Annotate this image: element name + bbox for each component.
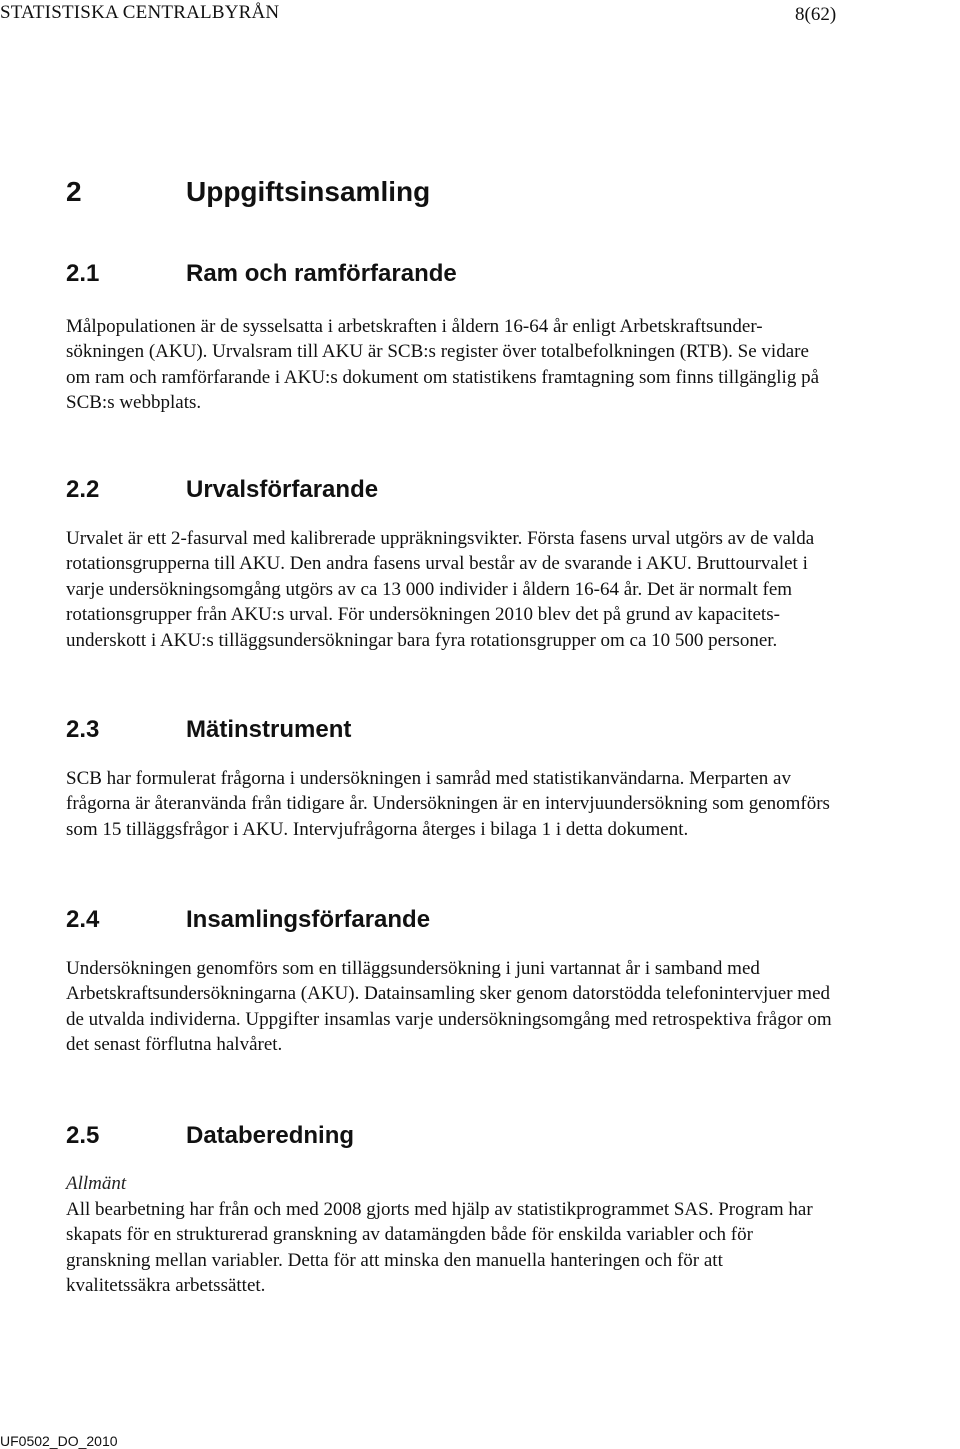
body-line: sökningen (AKU). Urvalsram till AKU är SCB:s register över totalbefolkningen (RTB). Se vidare [66, 341, 809, 363]
section-number: 2.3 [66, 716, 100, 743]
section-number: 2.5 [66, 1122, 100, 1149]
body-line: kvalitetssäkra arbetssättet. [66, 1275, 266, 1297]
body-line: de utvalda individerna. Uppgifter insamlas varje undersökningsomgång med retrospektiva frågor om [66, 1008, 832, 1030]
section-title: Urvalsförfarande [186, 476, 379, 503]
section-heading-2-1 [66, 260, 457, 288]
body-line: All bearbetning har från och med 2008 gjorts med hjälp av statistikprogrammet SAS. Program har [66, 1199, 813, 1220]
section-body-2-3 [66, 766, 946, 842]
body-line: Urvalet är ett 2-fasurval med kalibrerade uppräkningsvikter. Första fasens urval utgörs av de valda [66, 528, 815, 549]
body-line: SCB:s webbplats. [66, 392, 202, 414]
body-line: frågorna är återanvända från tidigare år. Undersökningen är en intervjuundersökning som genomförs [66, 793, 830, 815]
section-body-2-4 [66, 956, 946, 1058]
body-line: underskott i AKU:s tilläggsundersökningar bara fyra rotationsgrupper om ca 10 500 personer. [66, 629, 778, 651]
body-line: som 15 tilläggsfrågor i AKU. Intervjufrågorna återges i bilaga 1 i detta dokument. [66, 818, 689, 840]
body-line: rotationsgrupperna till AKU. Den andra fasens urval består av de svarande i AKU. Bruttourvalet i [66, 553, 808, 575]
chapter-title: Uppgiftsinsamling [186, 176, 431, 207]
body-line: Undersökningen genomförs som en tilläggsundersökning i juni vartannat år i samband med [66, 958, 760, 979]
body-line: Målpopulationen är de sysselsatta i arbetskraften i åldern 16-64 år enligt Arbetskraftsunder- [66, 316, 763, 337]
section-heading-2-2 [66, 476, 378, 504]
footer-document-id: UF0502_DO_2010 [0, 1433, 118, 1449]
section-title: Mätinstrument [186, 716, 352, 743]
section-number: 2.2 [66, 476, 100, 503]
section-heading-2-3 [66, 716, 351, 744]
section-title: Ram och ramförfarande [186, 260, 457, 287]
section-body-2-1 [66, 314, 946, 416]
chapter-number: 2 [66, 176, 82, 207]
body-line: det senast förflutna halvåret. [66, 1034, 283, 1056]
body-line: SCB har formulerat frågorna i undersökningen i samråd med statistikanvändarna. Merparten av [66, 768, 791, 789]
body-line: varje undersökningsomgång utgörs av ca 13 000 individer i åldern 16-64 år. Det är normalt fem [66, 578, 793, 600]
section-heading-2-4 [66, 906, 430, 934]
chapter-heading [66, 176, 430, 208]
section-title: Insamlingsförfarande [186, 906, 431, 933]
section-body-2-5 [66, 1197, 946, 1299]
section-body-2-2 [66, 526, 946, 653]
body-line: granskning mellan variabler. Detta för att minska den manuella hanteringen och för att [66, 1249, 723, 1271]
subheading-allmant: Allmänt [66, 1173, 127, 1194]
body-line: rotationsgrupper från AKU:s urval. För undersökningen 2010 blev det på grund av kapacitets- [66, 604, 780, 626]
section-number: 2.4 [66, 906, 100, 933]
section-title: Databeredning [186, 1122, 355, 1149]
header-organization: STATISTISKA CENTRALBYRÅN [0, 2, 280, 23]
body-line: Arbetskraftsundersökningarna (AKU). Datainsamling sker genom datorstödda telefonintervjuer med [66, 983, 830, 1005]
page-number: 8(62) [795, 4, 837, 25]
body-line: skapats för en strukturerad granskning av datamängden både för enskilda variabler och för [66, 1224, 753, 1246]
body-line: om ram och ramförfarande i AKU:s dokument om statistikens framtagning som finns tillgänglig på [66, 366, 819, 388]
section-number: 2.1 [66, 260, 100, 287]
section-heading-2-5 [66, 1122, 354, 1150]
